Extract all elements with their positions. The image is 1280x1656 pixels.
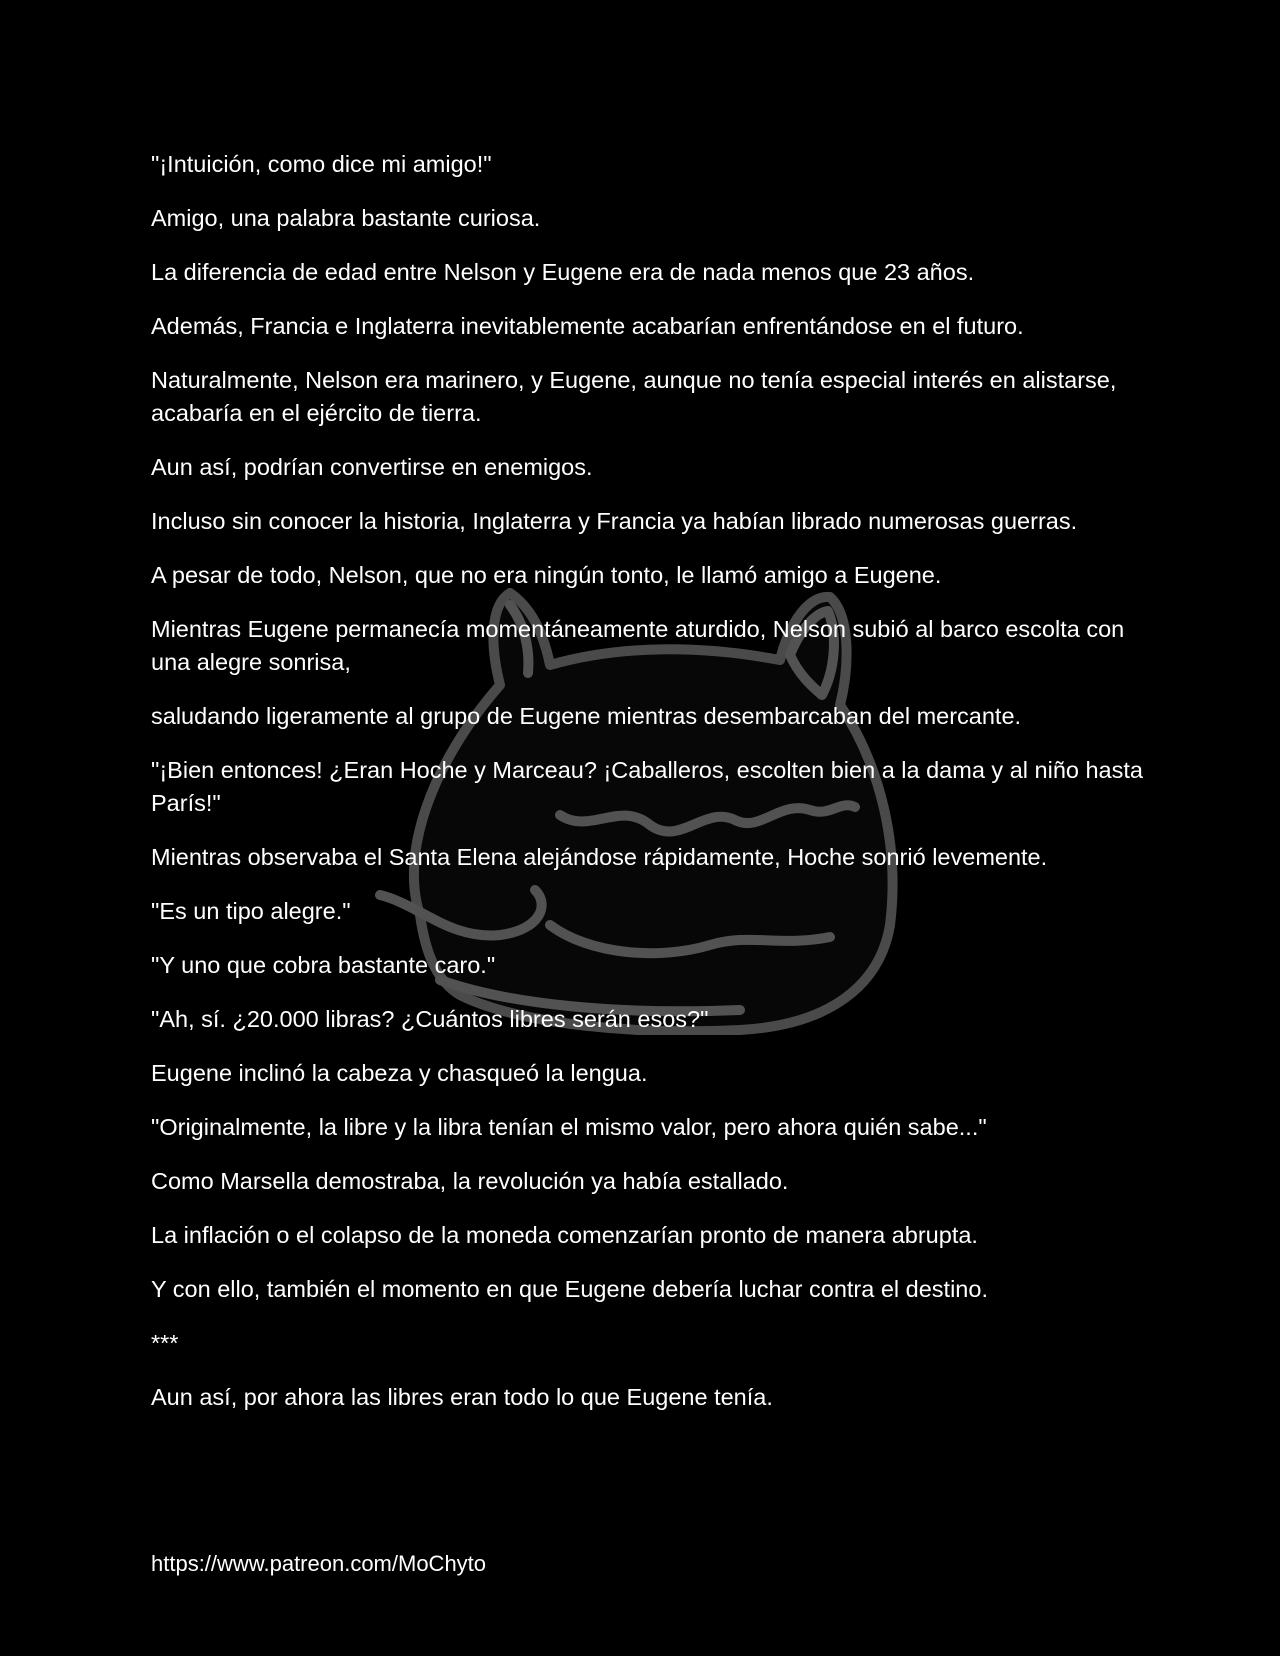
paragraph: Aun así, por ahora las libres eran todo lo que Eugene tenía. xyxy=(151,1384,773,1410)
paragraph: Además, Francia e Inglaterra inevitablemente acabarían enfrentándose en el futuro. xyxy=(151,313,1024,339)
paragraph: Amigo, una palabra bastante curiosa. xyxy=(151,205,541,231)
paragraph: "Es un tipo alegre." xyxy=(151,898,351,924)
paragraph: Incluso sin conocer la historia, Inglaterra y Francia ya habían librado numerosas guerras. xyxy=(151,508,1078,534)
paragraph: "Originalmente, la libre y la libra tenían el mismo valor, pero ahora quién sabe..." xyxy=(151,1114,987,1140)
paragraph: "Ah, sí. ¿20.000 libras? ¿Cuántos libres serán esos?" xyxy=(151,1006,709,1032)
paragraph: A pesar de todo, Nelson, que no era ningún tonto, le llamó amigo a Eugene. xyxy=(151,562,942,588)
paragraph: La inflación o el colapso de la moneda comenzarían pronto de manera abrupta. xyxy=(151,1222,978,1248)
paragraph: "Y uno que cobra bastante caro." xyxy=(151,952,496,978)
paragraph: saludando ligeramente al grupo de Eugene mientras desembarcaban del mercante. xyxy=(151,703,1022,729)
paragraph: Aun así, podrían convertirse en enemigos. xyxy=(151,454,593,480)
patreon-link[interactable]: https://www.patreon.com/MoChyto xyxy=(151,1551,487,1576)
paragraph: Eugene inclinó la cabeza y chasqueó la lengua. xyxy=(151,1060,648,1086)
scene-break: *** xyxy=(151,1330,179,1356)
paragraph: Mientras Eugene permanecía momentáneamente aturdido, Nelson subió al barco escolta con una alegre sonrisa, xyxy=(151,616,1125,675)
paragraph: Como Marsella demostraba, la revolución ya había estallado. xyxy=(151,1168,789,1194)
paragraph: "¡Bien entonces! ¿Eran Hoche y Marceau? ¡Caballeros, escolten bien a la dama y al niño hasta París!" xyxy=(151,757,1143,816)
paragraph: La diferencia de edad entre Nelson y Eugene era de nada menos que 23 años. xyxy=(151,259,975,285)
paragraph: Naturalmente, Nelson era marinero, y Eugene, aunque no tenía especial interés en alistarse, acabaría en el ejército de tierra. xyxy=(151,367,1117,426)
paragraph: "¡Intuición, como dice mi amigo!" xyxy=(151,151,492,177)
paragraph: Y con ello, también el momento en que Eugene debería luchar contra el destino. xyxy=(151,1276,988,1302)
paragraph: Mientras observaba el Santa Elena alejándose rápidamente, Hoche sonrió levemente. xyxy=(151,844,1048,870)
document-body xyxy=(151,148,1151,1435)
